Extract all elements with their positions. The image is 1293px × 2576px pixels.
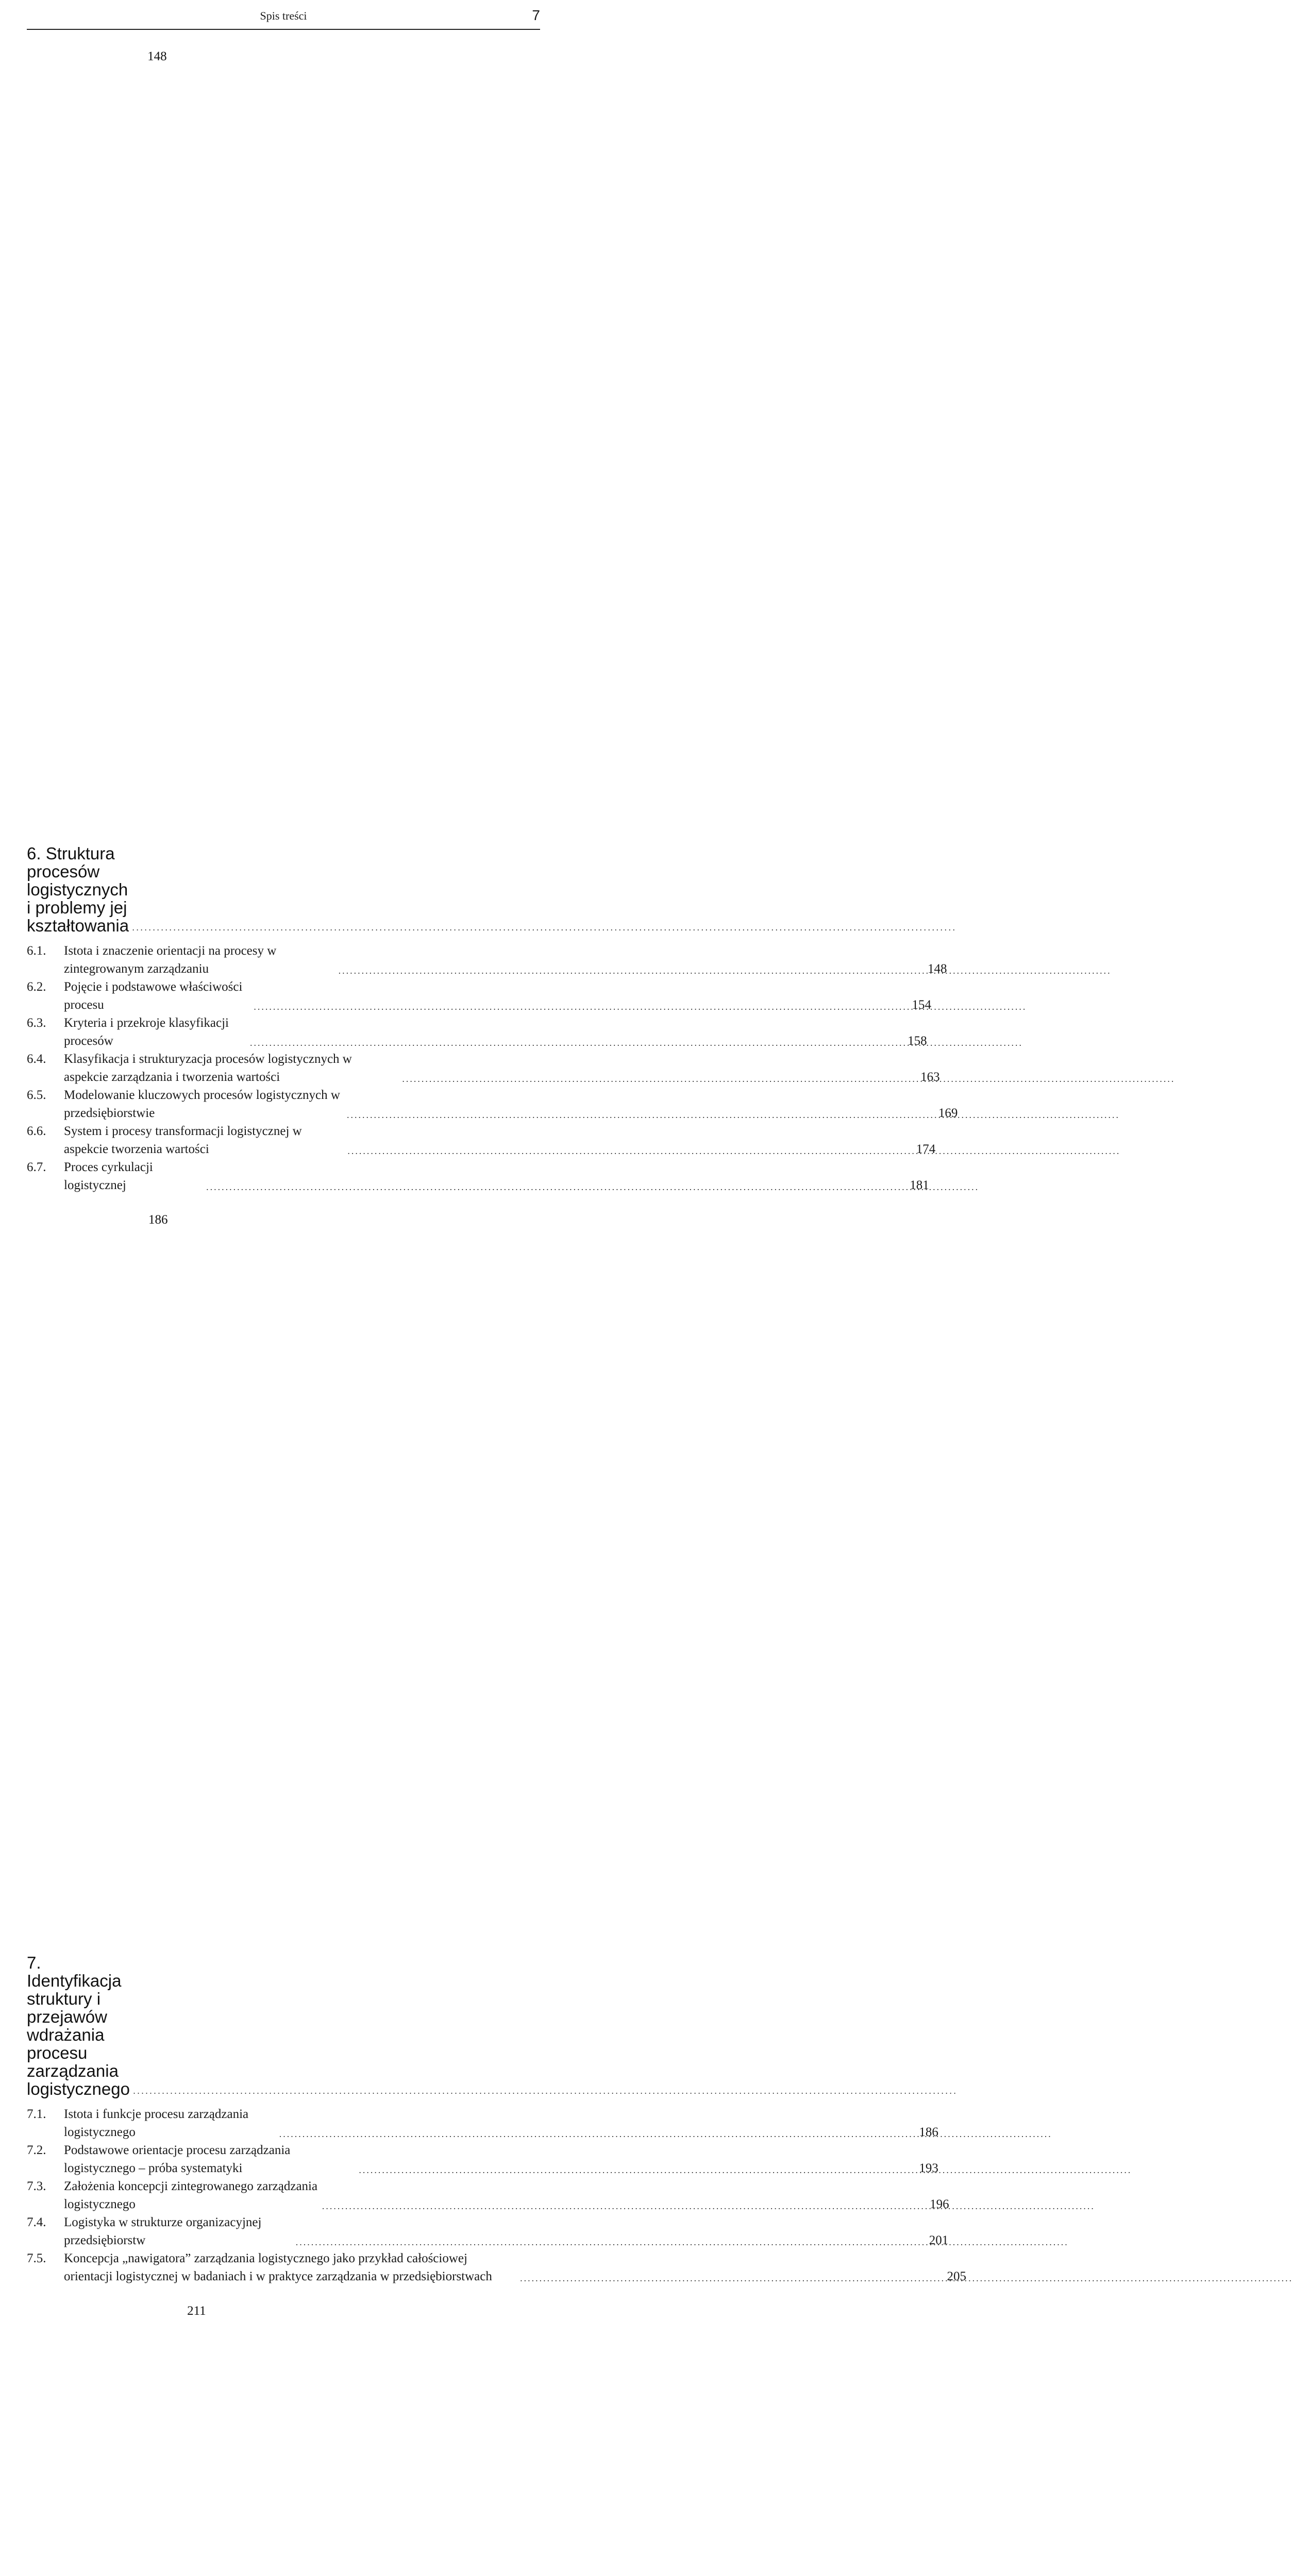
dot-leader <box>279 2129 912 2139</box>
section-number: 7.4. <box>27 2215 46 2229</box>
dot-leader <box>347 1110 931 1120</box>
section-body <box>64 1086 958 1122</box>
section-title: Istota i funkcje procesu zarządzania logistycznego <box>64 2107 249 2139</box>
dot-leader <box>133 2086 143 2095</box>
section-body <box>64 1122 935 1158</box>
section-number: 6.3. <box>27 1016 46 1030</box>
section-page-number: 148 <box>928 962 947 976</box>
section-entry <box>27 2249 966 2285</box>
section-body <box>64 2105 938 2141</box>
chapter-title <box>27 47 540 935</box>
section-number: 6.4. <box>27 1052 46 1066</box>
section-title: Modelowanie kluczowych procesów logistycznych w przedsiębiorstwie <box>64 1088 340 1120</box>
section-body <box>64 978 931 1014</box>
section-entry <box>27 1050 940 1086</box>
section-page-number: 163 <box>920 1070 940 1084</box>
section-number: 6.2. <box>27 980 46 994</box>
section-entry <box>27 1158 929 1194</box>
dot-leader <box>296 2238 922 2247</box>
section-page-number: 181 <box>910 1178 929 1192</box>
section-page-number: 154 <box>912 998 931 1012</box>
section-title: Podstawowe orientacje procesu zarządzania logistycznego – próba systematyki <box>64 2143 291 2175</box>
section-number: 6.1. <box>27 944 46 958</box>
section-entry <box>27 978 931 1014</box>
page-header <box>27 5 540 30</box>
section-title: Proces cyrkulacji logistycznej <box>64 1160 153 1192</box>
dot-leader <box>402 1074 913 1083</box>
dot-leader <box>206 1182 902 1192</box>
section-number: 7.5. <box>27 2251 46 2265</box>
page-number: 7 <box>532 7 540 23</box>
section-body <box>64 1050 940 1086</box>
section-entry <box>27 942 947 978</box>
section-entry <box>27 1014 927 1050</box>
section-number: 7.2. <box>27 2143 46 2157</box>
section-body <box>64 942 947 978</box>
section-title: Klasyfikacja i strukturyzacja procesów logistycznych w aspekcie zarządzania i tworzenia wartości <box>64 1052 352 1084</box>
chapter-page-number: 148 <box>147 49 167 63</box>
section-body <box>64 2213 948 2249</box>
chapter-title <box>27 1211 540 2098</box>
dot-leader <box>250 1038 900 1047</box>
section-body <box>64 1158 929 1194</box>
section-entry <box>27 2213 949 2249</box>
section-body <box>64 1014 927 1050</box>
section-body <box>64 2249 966 2285</box>
section-title: Logistyka w strukturze organizacyjnej przedsiębiorstw <box>64 2215 262 2247</box>
chapter-page-number: 186 <box>148 1213 168 1227</box>
section-page-number: 201 <box>929 2233 949 2247</box>
section-title: Istota i znaczenie orientacji na procesy w zintegrowanym zarządzaniu <box>64 944 277 976</box>
chapter-page-number: 211 <box>187 2304 206 2318</box>
section-number: 6.7. <box>27 1160 46 1174</box>
chapter-title-text: 6. Struktura procesów logistycznych i problemy jej kształtowania <box>27 844 129 935</box>
section-page-number: 158 <box>908 1034 927 1048</box>
section-number: 6.6. <box>27 1124 46 1138</box>
chapter-section <box>27 47 958 1194</box>
section-entry <box>27 2177 949 2213</box>
section-number: 7.3. <box>27 2179 46 2193</box>
table-of-contents <box>27 47 966 2576</box>
section-entry <box>27 1122 936 1158</box>
section-page-number: 174 <box>916 1142 936 1156</box>
section-title: Założenia koncepcji zintegrowanego zarządzania logistycznego <box>64 2179 318 2211</box>
section-title: Pojęcie i podstawowe właściwości procesu <box>64 980 243 1012</box>
section-entry <box>27 1086 958 1122</box>
toc-page <box>0 5 966 2318</box>
section-body <box>64 2177 949 2213</box>
section-entry <box>27 2141 938 2177</box>
dot-leader <box>347 1146 909 1156</box>
dot-leader <box>322 2201 922 2211</box>
section-title: Kryteria i przekroje klasyfikacji procesów <box>64 1016 229 1048</box>
chapter-section <box>27 2302 540 2576</box>
chapter-section <box>27 1211 966 2285</box>
section-page-number: 169 <box>938 1106 958 1120</box>
chapter-title <box>27 2302 540 2576</box>
section-page-number: 196 <box>930 2197 949 2211</box>
running-title: Spis treści <box>260 9 307 22</box>
section-page-number: 205 <box>947 2269 966 2283</box>
section-number: 7.1. <box>27 2107 46 2121</box>
dot-leader <box>132 923 142 932</box>
section-entry <box>27 2105 938 2141</box>
section-title: Koncepcja „nawigatora” zarządzania logistycznego jako przykład całościowej orientacji logistycznej w badaniach i w praktyce zarządzania w przedsiębiorstwach <box>64 2251 492 2283</box>
dot-leader <box>254 1002 904 1011</box>
chapter-title-text: 7. Identyfikacja struktury i przejawów wdrażania procesu zarządzania logistycznego <box>27 1953 130 2098</box>
section-title: System i procesy transformacji logistycznej w aspekcie tworzenia wartości <box>64 1124 302 1156</box>
dot-leader <box>520 2274 939 2283</box>
section-number: 6.5. <box>27 1088 46 1102</box>
dot-leader <box>339 966 920 975</box>
dot-leader <box>359 2165 912 2175</box>
section-page-number: 186 <box>919 2125 938 2139</box>
section-body <box>64 2141 938 2177</box>
section-page-number: 193 <box>919 2161 938 2175</box>
